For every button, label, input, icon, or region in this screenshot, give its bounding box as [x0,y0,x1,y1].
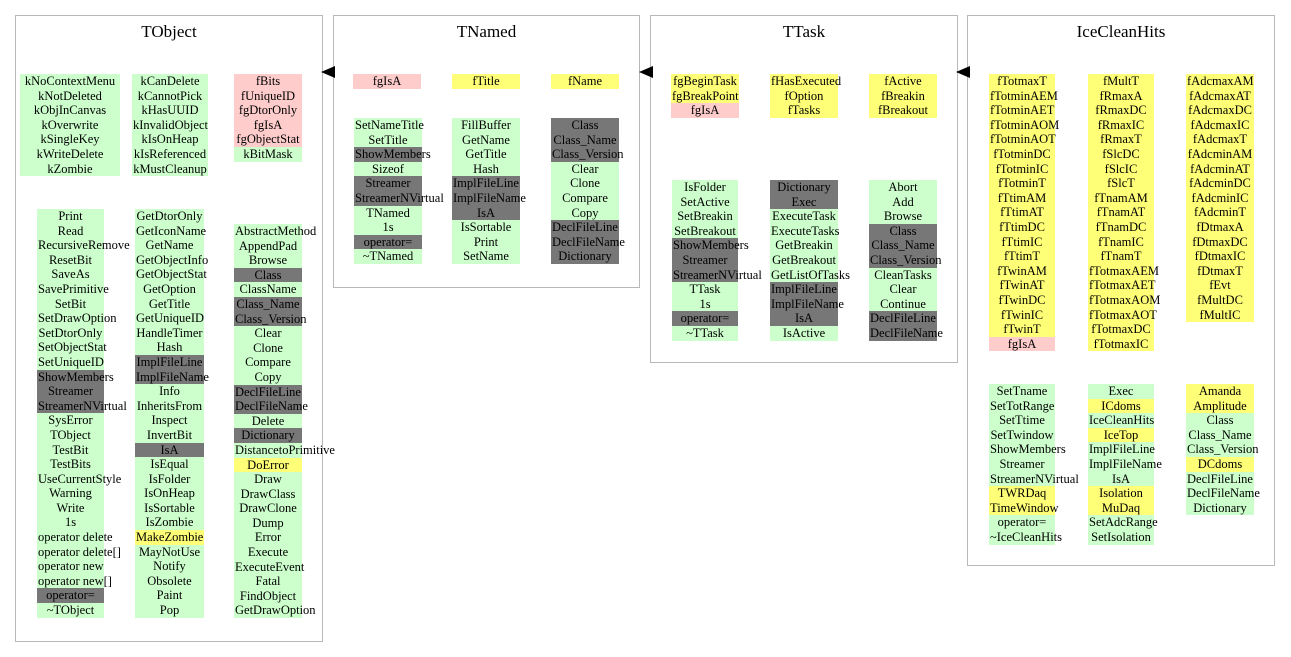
method-member: ImplFileLine [771,282,837,297]
method-member: GetOption [135,282,204,297]
data-member: kNoContextMenu [20,74,120,89]
method-member: Sizeof [354,162,422,177]
data-member: fTtimT [989,249,1055,264]
method-member: Class_Name [1186,428,1254,443]
method-column [37,209,130,618]
method-member: ShowMembers [38,369,114,384]
data-member: fTnamAT [1088,205,1154,220]
method-member: SavePrimitive [38,281,109,296]
method-member: IsA [452,206,520,221]
method-column [672,180,762,341]
method-member: GetName [135,238,204,253]
method-column [1186,384,1260,515]
data-member: kOverwrite [20,118,120,133]
data-member: fTotmaxAET [1089,278,1156,293]
method-member: operator= [354,235,422,250]
method-member: GetBreakin [770,238,838,253]
method-member: ImplFileName [771,296,844,311]
method-member: Notify [135,559,204,574]
method-member: AppendPad [234,239,302,254]
method-column [234,224,335,618]
method-member: SetObjectStat [38,340,107,355]
data-member: kWriteDelete [20,147,120,162]
method-member: HandleTimer [136,325,203,340]
method-member: ImplFileName [1089,456,1162,471]
method-column [989,384,1079,545]
data-member: fSlcIC [1088,162,1154,177]
method-member: Hash [135,340,204,355]
method-column [354,118,444,264]
data-member: fDtmaxDC [1186,235,1254,250]
method-member: Clear [551,162,619,177]
data-member: fOption [770,89,838,104]
data-member-column [989,74,1060,351]
method-member: Dictionary [234,428,302,443]
data-member: fTnamIC [1088,235,1154,250]
data-member: kInvalidObject [133,117,208,132]
data-member: fTtimAT [989,205,1055,220]
data-member: fTwinDC [989,293,1055,308]
method-member: IsA [1088,472,1154,487]
data-member: fTotmaxAOT [1089,307,1157,322]
method-member: Class_Name [869,238,937,253]
data-member: fgIsA [989,337,1055,352]
data-member: fTotmaxDC [1088,322,1154,337]
method-member: Streamer [672,253,738,268]
data-member-column [1186,74,1254,322]
data-member: fActive [869,74,937,89]
method-member: Write [37,501,104,516]
method-member: AbstractMethod [235,224,317,238]
method-member: SetTotRange [990,398,1055,413]
method-member: 1s [354,220,422,235]
method-member: ResetBit [37,253,104,268]
method-member: operator delete[] [38,544,121,559]
method-member: ShowMembers [355,147,431,162]
data-member: fDtmaxIC [1186,249,1254,264]
method-member: DistancetoPrimitive [235,442,335,457]
method-member: IsOnHeap [135,486,204,501]
data-member-column [671,74,739,118]
data-member: fMultDC [1186,293,1254,308]
data-member: fAdcminDC [1186,176,1254,191]
method-member: Exec [1088,384,1154,399]
method-member: Amanda [1186,384,1254,399]
method-member: SetNameTitle [355,118,424,132]
method-member: GetIconName [136,223,207,238]
method-member: TNamed [354,206,422,221]
data-member: fgDtorOnly [234,103,302,118]
method-member: MakeZombie [136,530,204,545]
data-member-column [869,74,937,118]
method-member: GetUniqueID [136,311,205,326]
method-member: IceCleanHits [1089,413,1155,428]
method-member: ImplFileName [136,369,209,384]
data-member: fBreakout [869,103,937,118]
method-member: Print [452,235,520,250]
method-member: Streamer [37,384,104,399]
method-member: operator delete [38,530,113,545]
data-member: fTtimDC [989,220,1055,235]
method-member: Clear [869,282,937,297]
method-member: ShowMembers [990,442,1066,457]
data-member: fTotmaxIC [1088,337,1154,352]
method-member: Class_Version [552,147,624,162]
method-member: operator new [38,559,104,574]
method-member: SetTname [989,384,1055,399]
method-member: DeclFileLine [235,384,301,399]
method-member: SetBreakout [672,224,738,239]
method-member: ExecuteTasks [771,223,840,238]
method-member: ExecuteEvent [235,559,305,574]
data-member: fAdcmaxAT [1186,89,1254,104]
method-member: Class [551,118,619,133]
method-member: Isolation [1088,486,1154,501]
method-member: GetTitle [135,297,204,312]
data-member: fMultIC [1186,308,1254,323]
data-member: fRmaxA [1088,89,1154,104]
method-column [869,180,943,341]
data-member: fRmaxT [1088,132,1154,147]
method-member: GetBreakout [770,253,838,268]
method-member: SetAdcRange [1089,515,1158,530]
method-member: SetTtime [989,413,1055,428]
data-member: fTwinAM [989,264,1055,279]
data-member: fSlcDC [1088,147,1154,162]
data-member-column [20,74,120,176]
method-member: Clone [234,341,302,356]
data-member: fTwinT [989,322,1055,337]
data-member: fTtimIC [989,235,1055,250]
inheritance-arrow [639,66,653,78]
method-member: TestBit [37,443,104,458]
data-member: fTitle [452,74,520,89]
method-member: DeclFileLine [1187,471,1253,486]
method-member: IceTop [1088,428,1154,443]
method-member: operator= [672,311,738,326]
method-member: SysError [37,413,104,428]
data-member: fTotmaxAOM [1089,292,1161,307]
method-member: ImplFileLine [1089,442,1155,457]
method-member: DeclFileName [1187,486,1260,501]
method-member: SetBreakin [672,209,738,224]
data-member: fHasExecuted [771,74,842,88]
method-member: DeclFileLine [552,220,618,235]
method-member: IsSortable [135,501,204,516]
method-member: ImplFileName [453,190,526,205]
method-member: Inspect [135,413,204,428]
data-member: fTotmaxAEM [1089,263,1159,278]
method-member: GetTitle [452,147,520,162]
method-column [551,118,625,264]
data-member: fBreakin [869,89,937,104]
data-member: fTotminAET [990,103,1055,118]
method-member: Compare [234,355,302,370]
data-member: fgIsA [353,74,421,89]
method-member: InheritsFrom [136,398,203,413]
method-member: SetDrawOption [38,311,117,326]
method-member: DeclFileLine [870,311,936,326]
method-member: Class_Version [870,252,942,267]
data-member: fMultT [1088,74,1154,89]
data-member: fAdcminAT [1186,162,1254,177]
method-member: Read [37,224,104,239]
data-member-column [1088,74,1161,351]
method-member: DoError [234,458,302,473]
method-member: GetObjectInfo [136,252,209,267]
method-column [770,180,850,341]
method-member: Warning [37,486,104,501]
method-member: MayNotUse [135,545,204,560]
data-member: fTotminT [989,176,1055,191]
data-member: kNotDeleted [20,89,120,104]
class-title: IceCleanHits [1076,22,1166,41]
method-member: Clear [234,326,302,341]
method-member: GetName [452,133,520,148]
method-member: TTask [672,282,738,297]
method-member: Execute [234,545,302,560]
method-member: StreamerNVirtual [990,471,1079,486]
data-member: fAdcminAM [1187,146,1253,161]
data-member: fTotminAOM [990,117,1060,132]
method-member: IsZombie [135,515,204,530]
method-member: DeclFileName [870,325,943,340]
data-member: fTotminIC [989,162,1055,177]
method-member: Clone [551,176,619,191]
data-member: fTasks [770,103,838,118]
method-member: IsA [770,311,838,326]
method-member: Class_Version [235,311,307,326]
method-member: Dictionary [1186,501,1254,516]
method-member: Fatal [234,574,302,589]
method-member: Copy [551,206,619,221]
data-member: fEvt [1186,278,1254,293]
data-member: fUniqueID [234,89,302,104]
method-member: StreamerNVirtual [673,267,762,282]
method-member: Exec [770,195,838,210]
method-member: FindObject [234,589,302,604]
method-member: DeclFileName [552,234,625,249]
method-member: GetListOfTasks [771,267,850,282]
data-member-column [353,74,421,89]
method-member: TWRDaq [989,486,1055,501]
data-member: kIsOnHeap [132,132,208,147]
class-title: TObject [141,22,197,41]
data-member: fTtimAM [989,191,1055,206]
method-member: GetObjectStat [136,267,207,282]
data-member: fgBreakPoint [672,88,739,103]
method-member: Browse [234,253,302,268]
method-member: DeclFileName [235,399,308,414]
method-member: Streamer [354,176,422,191]
data-member: fgIsA [671,103,739,118]
data-member: kHasUUID [132,103,208,118]
method-member: IsA [135,443,204,458]
method-member: Continue [869,297,937,312]
data-member: kObjInCanvas [20,103,120,118]
data-member: fTwinAT [989,278,1055,293]
method-member: TObject [37,428,104,443]
method-member: Compare [551,191,619,206]
method-member: ~TNamed [354,249,422,264]
method-member: Class [1186,413,1254,428]
method-member: Dictionary [551,249,619,264]
data-member: fRmaxIC [1088,118,1154,133]
method-member: SetActive [672,195,738,210]
method-column [135,209,209,618]
method-member: operator= [37,588,104,603]
method-member: SetTwindow [990,427,1054,442]
method-member: IsFolder [135,472,204,487]
method-member: operator= [989,515,1055,530]
method-member: IsActive [770,326,838,341]
method-member: InvertBit [135,428,204,443]
data-member: fAdcmaxT [1186,132,1254,147]
method-member: Error [234,530,302,545]
data-member-column [551,74,619,89]
method-member: ShowMembers [673,238,749,253]
method-member: Dump [234,516,302,531]
data-member: fBits [234,74,302,89]
data-member: kZombie [20,162,120,177]
method-member: IsFolder [672,180,738,195]
data-member: fAdcminT [1186,205,1254,220]
method-member: Pop [135,603,204,618]
method-member: SetIsolation [1088,530,1154,545]
method-member: SetDtorOnly [38,325,103,340]
data-member: kSingleKey [20,132,120,147]
data-member: fgBeginTask [671,74,739,89]
data-member: fAdcmaxDC [1186,103,1254,118]
inheritance-arrow [321,66,335,78]
method-member: 1s [37,515,104,530]
method-member: FillBuffer [452,118,520,133]
data-member: fDtmaxA [1186,220,1254,235]
method-member: SetBit [37,297,104,312]
method-member: SaveAs [37,267,104,282]
method-member: SetUniqueID [38,354,104,369]
method-member: ImplFileLine [453,176,519,191]
method-member: RecursiveRemove [38,238,130,253]
method-member: StreamerNVirtual [355,190,444,205]
data-member: fName [551,74,619,89]
data-member: fAdcmaxIC [1186,118,1254,133]
method-member: ClassName [234,282,302,297]
data-member: fDtmaxT [1186,264,1254,279]
data-member: fTotminAEM [990,88,1058,103]
method-member: Streamer [989,457,1055,472]
inheritance-arrow [956,66,970,78]
method-member: ~TTask [672,326,738,341]
method-member: ICdoms [1088,399,1154,414]
method-member: ~TObject [37,603,104,618]
class-title: TNamed [456,22,517,41]
method-member: Class [869,224,937,239]
data-member: fTnamAM [1088,191,1154,206]
data-member: fgIsA [234,118,302,133]
method-member: Print [37,209,104,224]
data-member: fTnamT [1088,249,1154,264]
data-member: fTotminDC [989,147,1055,162]
method-member: Amplitude [1186,399,1254,414]
data-member: kCannotPick [132,89,208,104]
data-member: fTnamDC [1088,220,1154,235]
method-member: Draw [234,472,302,487]
method-member: TimeWindow [990,500,1059,515]
method-member: DCdoms [1186,457,1254,472]
method-member: DrawClone [234,501,302,516]
method-member: IsEqual [135,457,204,472]
method-member: Class_Version [1187,442,1259,457]
data-member: fSlcT [1088,176,1154,191]
data-member: fTotminAOT [990,132,1056,147]
method-member: Delete [234,414,302,429]
class-title: TTask [782,22,826,41]
method-member: Class_Name [234,297,302,312]
method-member: SetTitle [354,133,422,148]
method-member: UseCurrentStyle [38,471,122,486]
method-member: MuDaq [1088,501,1154,516]
method-member: 1s [672,297,738,312]
data-member-column [770,74,842,118]
method-member: Copy [234,370,302,385]
method-member: StreamerNVirtual [38,398,127,413]
data-member: kMustCleanup [133,161,207,176]
method-member: Paint [135,588,204,603]
method-member: ~IceCleanHits [990,529,1063,544]
data-member: fAdcmaxAM [1187,74,1254,88]
data-member-column [132,74,208,176]
data-member: kIsReferenced [133,146,207,161]
method-member: Info [135,384,204,399]
method-member: Hash [452,162,520,177]
data-member: fTotmaxT [989,74,1055,89]
data-member: fAdcminIC [1186,191,1254,206]
data-member-column [452,74,520,89]
method-member: TestBits [37,457,104,472]
data-member: kCanDelete [132,74,208,89]
method-column [1088,384,1162,545]
method-member: Class [234,268,302,283]
method-member: Obsolete [135,574,204,589]
data-member: fRmaxDC [1088,103,1154,118]
method-member: DrawClass [234,487,302,502]
method-member: ImplFileLine [136,354,203,369]
method-member: IsSortable [452,220,520,235]
method-member: CleanTasks [869,268,937,283]
method-member: Browse [869,209,937,224]
data-member: fTwinIC [989,308,1055,323]
method-member: ExecuteTask [770,209,838,224]
method-member: operator new[] [38,573,112,588]
data-member: kBitMask [234,147,302,162]
method-member: GetDtorOnly [136,209,203,223]
method-member: Abort [869,180,937,195]
method-member: Dictionary [770,180,838,195]
method-member: GetDrawOption [235,603,316,618]
data-member-column [234,74,302,162]
data-member: fgObjectStat [234,132,302,147]
method-member: Add [869,195,937,210]
method-member: Class_Name [551,133,619,148]
method-column [452,118,526,264]
method-member: SetName [452,249,520,264]
